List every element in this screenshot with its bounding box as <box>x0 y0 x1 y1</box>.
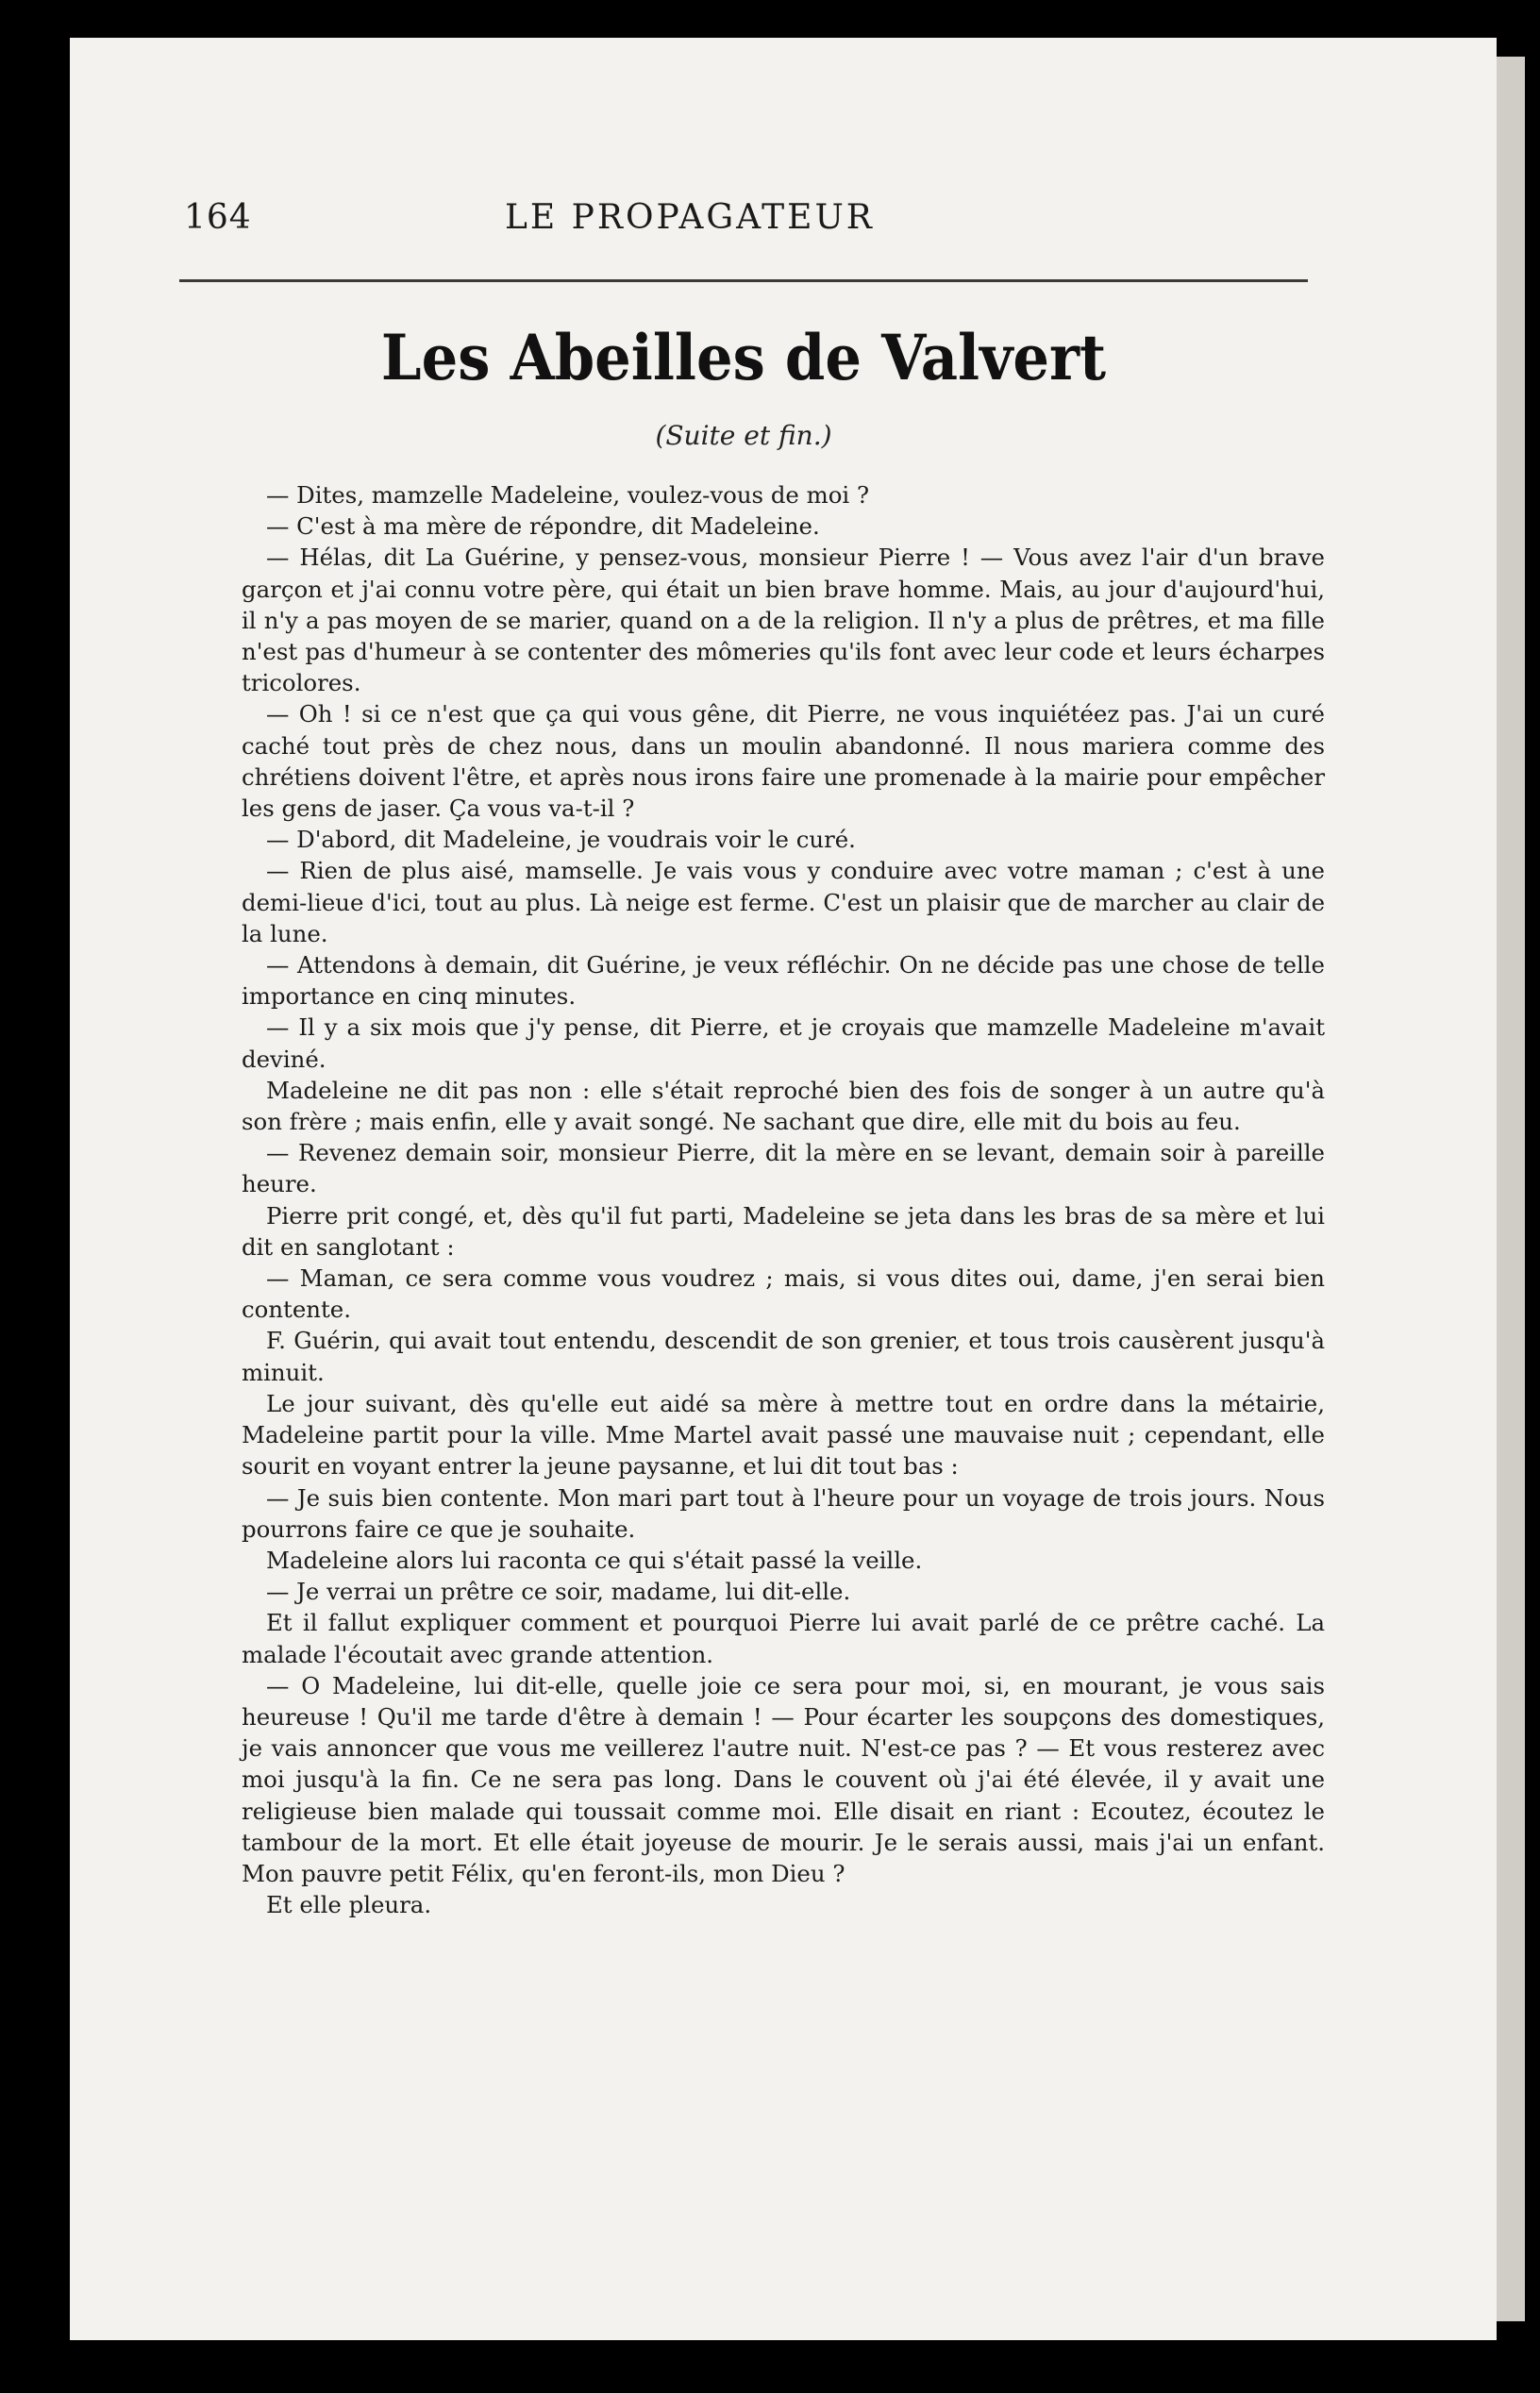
paragraph: — C'est à ma mère de répondre, dit Madeleine. <box>266 512 820 541</box>
paragraph: — Je suis bien contente. Mon mari part tout à l'heure pour un voyage de trois jours. Nous pourrons faire ce que je souhaite. <box>242 1483 1325 1543</box>
paragraph: — Rien de plus aisé, mamselle. Je vais vous y conduire avec votre maman ; c'est à une demi-lieue d'ici, tout au plus. Là neige est ferme. C'est un plaisir que de marcher au clair de la lune. <box>242 857 1325 947</box>
paragraph: — O Madeleine, lui dit-elle, quelle joie ce sera pour moi, si, en mourant, je vous sais heureuse ! Qu'il me tarde d'être à demain ! — Pour écarter les soupçons des domestiques, je vais annoncer que vous me veillerez l'autre nuit. N'est-ce pas ? — Et vous resterez avec moi jusqu'à la fin. Ce ne sera pas long. Dans le couvent où j'ai été élevée, il y avait une religieuse bien malade qui toussait comme moi. Elle disait en riant : Ecoutez, écoutez le tambour de la mort. Et elle était joyeuse de mourir. Je le serais aussi, mais j'ai un enfant. Mon pauvre petit Félix, qu'en feront-ils, mon Dieu ? <box>242 1671 1325 1887</box>
page-edge <box>1497 57 1525 2321</box>
paragraph: — Je verrai un prêtre ce soir, madame, lui dit-elle. <box>266 1578 851 1606</box>
paragraph: Pierre prit congé, et, dès qu'il fut parti, Madeleine se jeta dans les bras de sa mère et lui dit en sanglotant : <box>242 1201 1325 1261</box>
page-header <box>184 198 1307 255</box>
paragraph: Madeleine alors lui raconta ce qui s'était passé la veille. <box>266 1546 923 1574</box>
paragraph: — Hélas, dit La Guérine, y pensez-vous, monsieur Pierre ! — Vous avez l'air d'un brave garçon et j'ai connu votre père, qui était un bien brave homme. Mais, au jour d'aujourd'hui, il n'y a pas moyen de se marier, quand on a de la religion. Il n'y a plus de prêtres, et ma fille n'est pas d'humeur à se contenter des mômeries qu'ils font avec leur code et leurs écharpes tricolores. <box>242 544 1325 697</box>
page-number: 164 <box>184 198 252 237</box>
article-title: Les Abeilles de Valvert <box>380 321 1107 394</box>
article-subtitle: (Suite et fin.) <box>655 420 832 451</box>
paragraph: Le jour suivant, dès qu'elle eut aidé sa mère à mettre tout en ordre dans la métairie, Madeleine partit pour la ville. Mme Martel avait passé une mauvaise nuit ; cependant, elle sourit en voyant entrer la jeune paysanne, et lui dit tout bas : <box>242 1389 1325 1481</box>
article-body <box>242 479 1325 1920</box>
paragraph: Madeleine ne dit pas non : elle s'était reproché bien des fois de songer à un autre qu'à son frère ; mais enfin, elle y avait songé. Ne sachant que dire, elle mit du bois au feu. <box>242 1076 1325 1136</box>
paragraph: — Revenez demain soir, monsieur Pierre, dit la mère en se levant, demain soir à pareille heure. <box>242 1139 1325 1198</box>
paragraph: — Il y a six mois que j'y pense, dit Pierre, et je croyais que mamzelle Madeleine m'avait deviné. <box>242 1013 1325 1073</box>
paragraph: — Oh ! si ce n'est que ça qui vous gêne, dit Pierre, ne vous inquiétéez pas. J'ai un curé caché tout près de chez nous, dans un moulin abandonné. Il nous mariera comme des chrétiens doivent l'être, et après nous irons faire une promenade à la mairie pour empêcher les gens de jaser. Ça vous va-t-il ? <box>242 700 1325 823</box>
paragraph: — Maman, ce sera comme vous voudrez ; mais, si vous dites oui, dame, j'en serai bien contente. <box>242 1264 1325 1324</box>
paragraph: — Dites, mamzelle Madeleine, voulez-vous de moi ? <box>266 481 870 509</box>
paragraph: F. Guérin, qui avait tout entendu, descendit de son grenier, et tous trois causèrent jusqu'à minuit. <box>242 1327 1325 1386</box>
header-rule <box>179 279 1308 282</box>
running-title: LE PROPAGATEUR <box>505 198 875 237</box>
paragraph: — Attendons à demain, dit Guérine, je veux réfléchir. On ne décide pas une chose de telle importance en cinq minutes. <box>242 951 1325 1011</box>
paragraph: Et il fallut expliquer comment et pourquoi Pierre lui avait parlé de ce prêtre caché. La malade l'écoutait avec grande attention. <box>242 1609 1325 1668</box>
paragraph: — D'abord, dit Madeleine, je voudrais voir le curé. <box>266 826 856 854</box>
paragraph: Et elle pleura. <box>266 1891 432 1919</box>
